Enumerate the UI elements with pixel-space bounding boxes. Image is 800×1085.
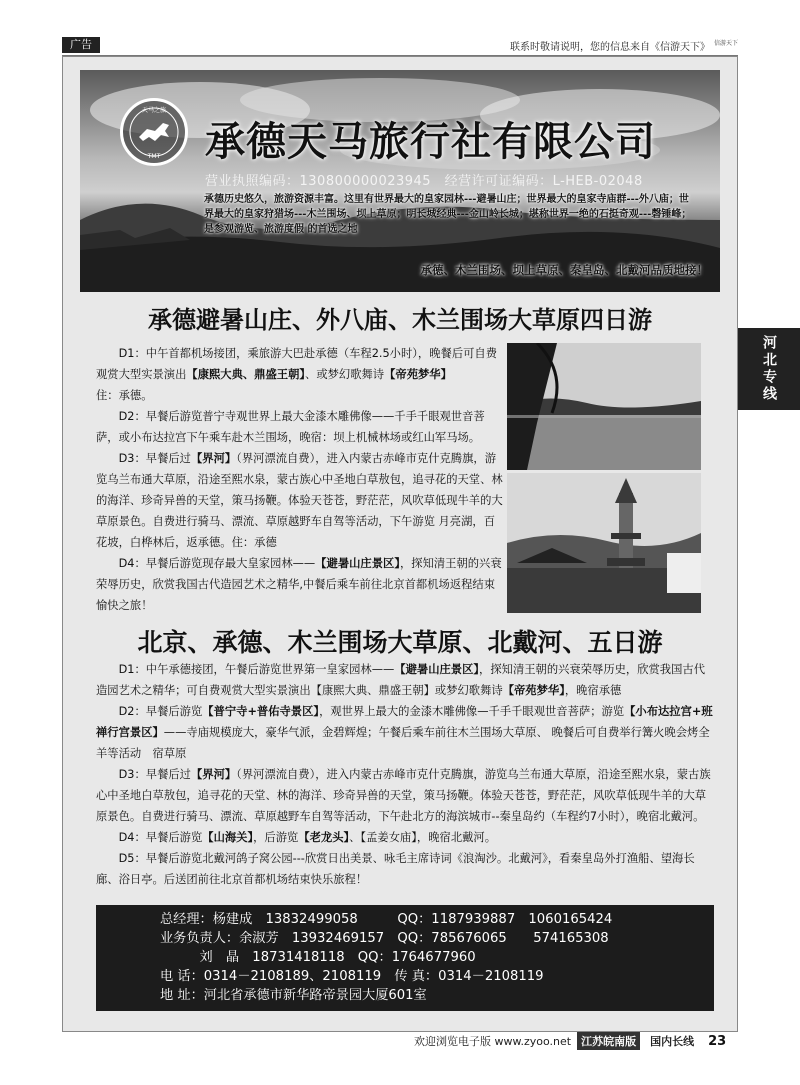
top-strip [62, 36, 738, 54]
lake-photo [507, 343, 701, 470]
license-numbers: 营业执照编码：130800000023945 经营许可证编码：L-HEB-02048 [205, 174, 643, 189]
temple-scene [507, 473, 701, 613]
footer-website[interactable]: 欢迎浏览电子版 www.zyoo.net [414, 1035, 572, 1048]
source-note: 联系时敬请说明，您的信息来自《信游天下》 [510, 41, 710, 53]
tour1-title: 承德避暑山庄、外八庙、木兰围场大草原四日游 [148, 306, 652, 334]
tour1-day4: D4：早餐后游览现存最大皇家园林——【避暑山庄景区】，探知清王朝的兴衰荣辱历史，欣赏我国古代造园艺术之精华,中餐后乘车前往北京首都机场返程结束愉快之旅！ [96, 557, 502, 612]
footer-column: 国内长线 [650, 1035, 695, 1048]
tour2-itinerary [96, 659, 714, 890]
company-name: 承德天马旅行社有限公司 [205, 119, 656, 165]
company-banner [80, 70, 720, 292]
tour1-itinerary [96, 343, 504, 616]
pagoda-photo [507, 473, 701, 613]
tour2-day5: D5：早餐后游览北戴河鸽子窝公园---欣赏日出美景、咏毛主席诗词《浪淘沙。北戴河》，看秦皇岛外打渔船、望海长廊、浴日亭。后送团前往北京首都机场结束快乐旅程！ [96, 852, 695, 886]
tour2-day4: D4：早餐后游览【山海关】，后游览【老龙头】、【孟姜女庙】，晚宿北戴河。 [118, 831, 497, 844]
magazine-logo: 信游天下 [713, 40, 738, 47]
company-logo [120, 98, 188, 166]
section-tab [738, 328, 800, 410]
contact-address: 地 址：河北省承德市新华路帝景园大厦601室 [160, 988, 427, 1003]
ad-label: 广告 [62, 37, 100, 53]
contact-sales: 业务负责人：余淑芳 13932469157 QQ：785676065 574165308 [160, 931, 609, 946]
tour1-day3: D3：早餐后过【界河】（界河漂流自费），进入内蒙古赤峰市克什克腾旗，游览乌兰布通大草原，沿途至熙水泉，蒙古族心中圣地白草敖包，追寻花的天堂、林的海洋、珍奇异兽的天堂，策马扬鞭。体验天苍苍，野茫茫，风吹草低现牛羊的大草原景色。自费进行骑马、漂流、草原越野车自驾等活动，下午游览 月亮湖，百花坡，白桦林后，返承德。住：承德 [96, 452, 503, 549]
tour1-day1: D1：中午首都机场接团，乘旅游大巴赴承德（车程2.5小时），晚餐后可自费观赏大型实景演出【康熙大典、鼎盛王朝】、或梦幻歌舞诗【帝苑梦华】 住：承德。 [96, 347, 498, 402]
footer-edition: 江苏皖南版 [577, 1032, 640, 1050]
tour2-title: 北京、承德、木兰围场大草原、北戴河、五日游 [137, 628, 663, 657]
contact-manager: 总经理：杨建成 13832499058 QQ：1187939887 1060165424 [160, 912, 613, 927]
section-tab-label: 河北专线 [761, 335, 777, 403]
contact-box [96, 905, 714, 1011]
lake-scene [507, 343, 701, 470]
company-intro: 承德历史悠久，旅游资源丰富。这里有世界最大的皇家园林---避暑山庄；世界最大的皇家寺庙群---外八庙；世界最大的皇家狩猎场---木兰围场、坝上草原；明长城经典---金山岭长城；堪称世界一绝的石挺奇观---磬锤峰；是参观游览、旅游度假 的首选之地 [204, 194, 692, 235]
contact-phone-fax: 电 话：0314－2108189、2108119 传 真：0314－2108119 [160, 969, 544, 984]
page-footer [408, 1032, 726, 1050]
tour2-day3: D3：早餐后过【界河】（界河漂流自费），进入内蒙古赤峰市克什克腾旗，游览乌兰布通大草原，沿途至熙水泉，蒙古族心中圣地白草敖包，追寻花的天堂、林的海洋、珍奇异兽的天堂，策马扬鞭。体验天苍苍，野茫茫，风吹草低现牛羊的大草原景色。自费进行骑马、漂流、草原越野车自驾等活动，下午赴北方的海滨城市--秦皇岛约（车程约7小时），晚宿北戴河。 [96, 768, 711, 823]
logo-top-text: 天马之旅 [141, 107, 166, 114]
logo-bottom-text: TMT [147, 153, 161, 160]
tour2-day1: D1：中午承德接团，午餐后游览世界第一皇家园林——【避暑山庄景区】，探知清王朝的兴衰荣辱历史，欣赏我国古代造园艺术之精华；可自费观赏大型实景演出【康熙大典、鼎盛王朝】或梦幻歌舞诗【帝苑梦华】，晚宿承德 [96, 663, 705, 697]
page-number: 23 [708, 1033, 727, 1049]
banner-tagline: 承德、木兰围场、坝上草原、秦皇岛、北戴河品质地接！ [420, 263, 708, 277]
contact-sales-2: 刘 晶 18731418118 QQ：1764677960 [160, 950, 476, 965]
tour1-day2: D2：早餐后游览普宁寺观世界上最大金漆木雕佛像——千手千眼观世音菩萨，或小布达拉宫下午乘车赴木兰围场，晚宿：坝上机械林场或红山军马场。 [96, 410, 485, 444]
tour2-day2: D2：早餐后游览【普宁寺+普佑寺景区】，观世界上最大的金漆木雕佛像—千手千眼观世音菩萨；游览【小布达拉宫+班禅行宫景区】——寺庙规模庞大，豪华气派，金碧辉煌；午餐后乘车前往木兰围场大草原、 晚餐后可自费举行篝火晚会烤全羊等活动 宿草原 [96, 705, 713, 760]
